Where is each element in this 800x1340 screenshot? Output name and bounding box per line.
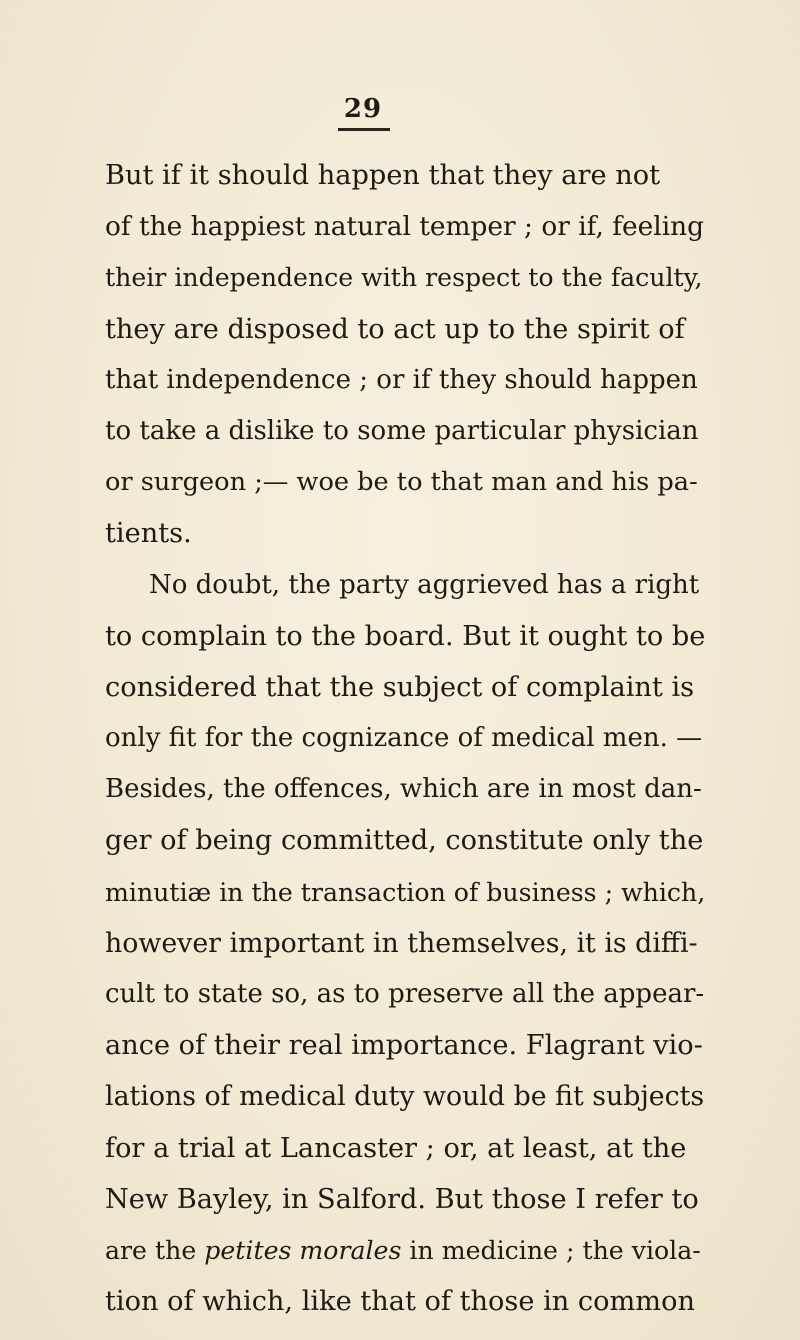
text-line-content: considered that the subject of complaint is — [105, 671, 695, 703]
text-fragment: are the — [105, 1235, 197, 1265]
text-line-content: tients. — [105, 518, 192, 550]
text-line-content: for a trial at Lancaster ; or, at least, at the — [105, 1132, 687, 1164]
text-line-content: that independence ; or if they should happen — [105, 364, 698, 395]
text-line — [105, 252, 705, 303]
text-line — [105, 969, 705, 1020]
text-line — [105, 150, 705, 201]
text-line-content: cult to state so, as to preserve all the appear- — [105, 979, 705, 1009]
text-line-content: lations of medical duty would be fit subjects — [105, 1081, 705, 1113]
text-line-content: minutiæ in the transaction of business ; which, — [105, 877, 706, 907]
text-line-content: Besides, the offences, which are in most dan- — [105, 774, 702, 805]
text-fragment: in medicine ; the viola- — [409, 1235, 701, 1265]
text-line — [105, 1020, 705, 1071]
text-line-content: only fit for the cognizance of medical men. — — [105, 723, 703, 754]
text-line-content: to take a dislike to some particular physician — [105, 415, 699, 446]
page-number-rule — [338, 128, 390, 131]
text-line — [105, 713, 705, 764]
text-line — [105, 508, 705, 559]
text-line — [105, 918, 705, 969]
text-line — [105, 815, 705, 866]
text-line-paragraph-start — [105, 560, 705, 611]
text-line-content: New Bayley, in Salford. But those I refer to — [105, 1183, 699, 1215]
text-line-content: No doubt, the party aggrieved has a right — [149, 569, 700, 600]
text-line-content: ance of their real importance. Flagrant vio- — [105, 1030, 703, 1062]
text-line — [105, 201, 705, 252]
text-line-content: or surgeon ;— woe be to that man and his pa- — [105, 467, 698, 498]
text-line — [105, 1225, 705, 1276]
text-line-content: they are disposed to act up to the spirit of — [105, 313, 685, 345]
text-line-content: tion of which, like that of those in common — [105, 1286, 695, 1318]
text-line-content: of the happiest natural temper ; or if, feeling — [105, 211, 705, 243]
text-line-content — [105, 1225, 701, 1276]
text-line-content: ger of being committed, constitute only the — [105, 825, 704, 857]
text-line-content: to complain to the board. But it ought to be — [105, 620, 706, 652]
text-line — [105, 1123, 705, 1174]
text-line — [105, 1174, 705, 1225]
text-line — [105, 457, 705, 508]
text-line — [105, 867, 705, 918]
text-line-content: however important in themselves, it is diffi- — [105, 927, 698, 959]
italic-phrase: petites morales — [204, 1235, 402, 1265]
text-line — [105, 355, 705, 406]
text-line-content: their independence with respect to the faculty, — [105, 263, 703, 293]
text-line — [105, 764, 705, 815]
text-line-content: But if it should happen that they are not — [105, 160, 661, 191]
text-line — [105, 304, 705, 355]
text-line — [105, 611, 705, 662]
page-number: 29 — [343, 94, 383, 124]
text-line — [105, 1071, 705, 1122]
body-text — [105, 150, 705, 1327]
text-line — [105, 406, 705, 457]
text-line — [105, 662, 705, 713]
text-line — [105, 1276, 705, 1327]
